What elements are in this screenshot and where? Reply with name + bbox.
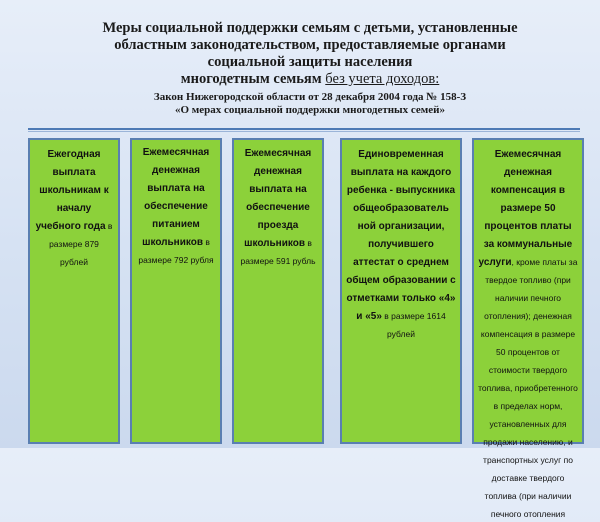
benefit-card-graduate-payment [340, 138, 462, 444]
card-2-amount: в размере 792 рубля [138, 237, 214, 265]
title-line-3: социальной защиты населения [207, 54, 413, 70]
title-line-1: Меры социальной поддержки семьям с детьми, установленные [102, 20, 518, 36]
card-3-title: Ежемесячная денежная выплата на обеспечение проезда школьников [244, 148, 312, 249]
benefit-card-school-travel [232, 138, 324, 444]
page-title [60, 20, 560, 88]
card-5-title: Ежемесячная денежная компенсация в размере 50 процентов платы за коммунальные услуги [478, 149, 573, 268]
card-4-title: Единовременная выплата на каждого ребенка - выпускника общеобразователь ной организации, получившего аттестат о среднем общем образовании с отметками только «4» и «5» [346, 149, 456, 322]
card-4-amount: в размере 1614 рублей [381, 311, 446, 339]
card-2-title: Ежемесячная денежная выплата на обеспечение питанием школьников [142, 147, 210, 248]
card-1-title: Ежегодная выплата школьникам к началу учебного года [35, 149, 109, 232]
benefit-card-utility-compensation [472, 138, 584, 519]
header [60, 20, 560, 117]
card-5-details: , кроме платы за твердое топливо (при наличии печного отопления); денежная компенсация в размере 50 процентов от стоимости твердого топлива, приобретенного в пределах норм, установленных для продажи населению, и транспортных услуг по доставке твердого топлива (при наличии печного отопления [478, 257, 578, 519]
benefit-card-annual-school-payment [28, 138, 120, 444]
header-divider-thin [28, 131, 580, 132]
law-line-2: «О мерах социальной поддержки многодетных семей» [174, 104, 446, 116]
card-3-amount: в размере 591 рубль [240, 238, 316, 266]
title-line-4-bold: многодетным семьям [180, 71, 322, 87]
title-line-2: областным законодательством, предоставляемые органами [114, 37, 506, 53]
benefit-card-school-meals [130, 138, 222, 444]
header-divider [28, 128, 580, 130]
law-reference [60, 91, 560, 117]
title-line-4-underlined: без учета доходов: [325, 71, 440, 87]
card-1-amount: в размере 879 рублей [49, 221, 113, 267]
law-line-1: Закон Нижегородской области от 28 декабря 2004 года № 158-З [153, 91, 467, 103]
